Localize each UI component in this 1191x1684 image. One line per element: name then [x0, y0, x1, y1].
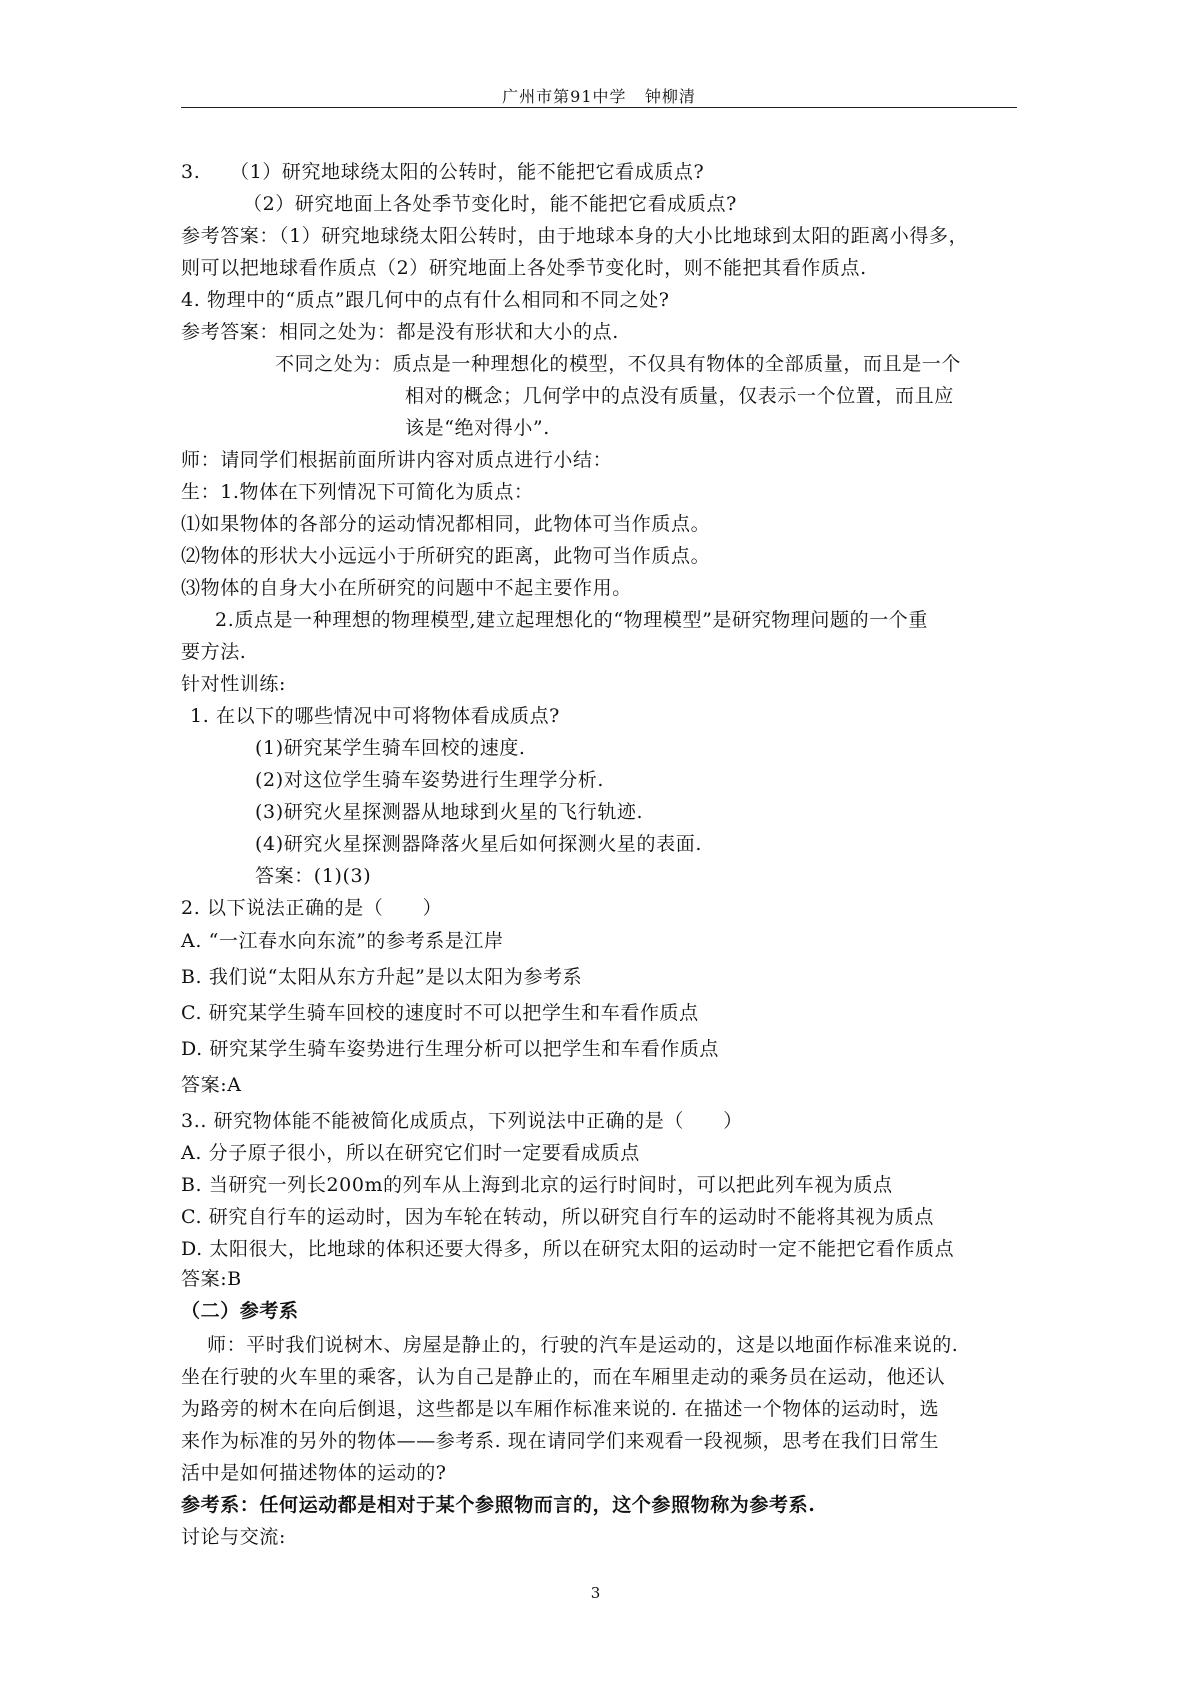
student-summary-1: 生：1.物体在下列情况下可简化为质点：: [181, 481, 534, 503]
summary-item-3: ⑶物体的自身大小在所研究的问题中不起主要作用。: [181, 577, 632, 599]
summary-item-2: ⑵物体的形状大小远远小于所研究的距离，此物可当作质点。: [181, 545, 711, 567]
teacher-reference-frame-5: 活中是如何描述物体的运动的?: [181, 1462, 447, 1484]
training-q3-opt-b: B. 当研究一列长200m的列车从上海到北京的运行时间时，可以把此列车视为质点: [181, 1174, 893, 1196]
training-q3-opt-c: C. 研究自行车的运动时，因为车轮在转动，所以研究自行车的运动时不能将其视为质点: [181, 1206, 934, 1228]
answer-3-line2: 则可以把地球看作质点（2）研究地面上各处季节变化时，则不能把其看作质点.: [181, 257, 867, 279]
student-summary-2-cont: 要方法.: [181, 641, 247, 663]
section-heading-reference-frame: （二）参考系: [181, 1300, 299, 1322]
page-number: 3: [590, 1584, 601, 1602]
page-header: [181, 84, 1017, 107]
header-school: 广州市第91中学: [502, 87, 627, 106]
answer-4-line3: 相对的概念；几何学中的点没有质量，仅表示一个位置，而且应: [405, 385, 954, 407]
training-q2-opt-a: A. “一江春水向东流”的参考系是江岸: [181, 930, 504, 952]
student-summary-2: 2.质点是一种理想的物理模型,建立起理想化的“物理模型”是研究物理问题的一个重: [215, 609, 928, 631]
teacher-reference-frame-2: 坐在行驶的火车里的乘客，认为自己是静止的，而在车厢里走动的乘务员在运动，他还认: [181, 1366, 946, 1388]
training-q1-opt2: (2)对这位学生骑车姿势进行生理学分析.: [255, 769, 604, 791]
answer-4-line4: 该是“绝对得小”.: [405, 417, 550, 439]
question-3-part1: 3. （1）研究地球绕太阳的公转时，能不能把它看成质点?: [181, 161, 705, 183]
training-q2: 2. 以下说法正确的是（ ）: [181, 897, 443, 919]
teacher-reference-frame-3: 为路旁的树木在向后倒退，这些都是以车厢作标准来说的. 在描述一个物体的运动时，选: [181, 1398, 940, 1420]
training-q2-opt-c: C. 研究某学生骑车回校的速度时不可以把学生和车看作质点: [181, 1002, 699, 1024]
teacher-summary-prompt: 师：请同学们根据前面所讲内容对质点进行小结：: [181, 449, 613, 471]
discussion-heading: 讨论与交流:: [181, 1526, 287, 1548]
question-4: 4. 物理中的“质点”跟几何中的点有什么相同和不同之处?: [181, 289, 670, 311]
answer-4-line1: 参考答案：相同之处为：都是没有形状和大小的点.: [181, 321, 619, 343]
training-q3-opt-d: D. 太阳很大，比地球的体积还要大得多，所以在研究太阳的运动时一定不能把它看作质点: [181, 1238, 955, 1260]
training-heading: 针对性训练:: [181, 673, 287, 695]
header-rule: [181, 107, 1017, 108]
training-q1-opt4: (4)研究火星探测器降落火星后如何探测火星的表面.: [255, 833, 702, 855]
training-q2-opt-d: D. 研究某学生骑车姿势进行生理分析可以把学生和车看作质点: [181, 1038, 720, 1060]
training-q1: 1. 在以下的哪些情况中可将物体看成质点?: [190, 705, 560, 727]
header-author: 钟柳清: [644, 87, 696, 106]
training-q3-answer: 答案:B: [181, 1268, 242, 1290]
reference-frame-definition: 参考系：任何运动都是相对于某个参照物而言的，这个参照物称为参考系.: [181, 1494, 816, 1516]
training-q3-opt-a: A. 分子原子很小，所以在研究它们时一定要看成质点: [181, 1142, 640, 1164]
teacher-reference-frame-1: 师：平时我们说树木、房屋是静止的，行驶的汽车是运动的，这是以地面作标准来说的.: [207, 1334, 959, 1356]
training-q2-opt-b: B. 我们说“太阳从东方升起”是以太阳为参考系: [181, 966, 583, 988]
training-q2-answer: 答案:A: [181, 1074, 242, 1096]
teacher-reference-frame-4: 来作为标准的另外的物体——参考系. 现在请同学们来观看一段视频，思考在我们日常生: [181, 1430, 940, 1452]
training-q1-answer: 答案：(1)(3): [255, 865, 372, 887]
training-q1-opt3: (3)研究火星探测器从地球到火星的飞行轨迹.: [255, 801, 644, 823]
question-3-part2: （2）研究地面上各处季节变化时，能不能把它看成质点?: [243, 193, 737, 215]
answer-4-line2: 不同之处为：质点是一种理想化的模型，不仅具有物体的全部质量，而且是一个: [275, 353, 962, 375]
answer-3-line1: 参考答案：（1）研究地球绕太阳公转时，由于地球本身的大小比地球到太阳的距离小得多，: [181, 225, 969, 247]
training-q3: 3.. 研究物体能不能被简化成质点，下列说法中正确的是（ ）: [181, 1110, 743, 1132]
training-q1-opt1: (1)研究某学生骑车回校的速度.: [255, 737, 526, 759]
summary-item-1: ⑴如果物体的各部分的运动情况都相同，此物体可当作质点。: [181, 513, 711, 535]
